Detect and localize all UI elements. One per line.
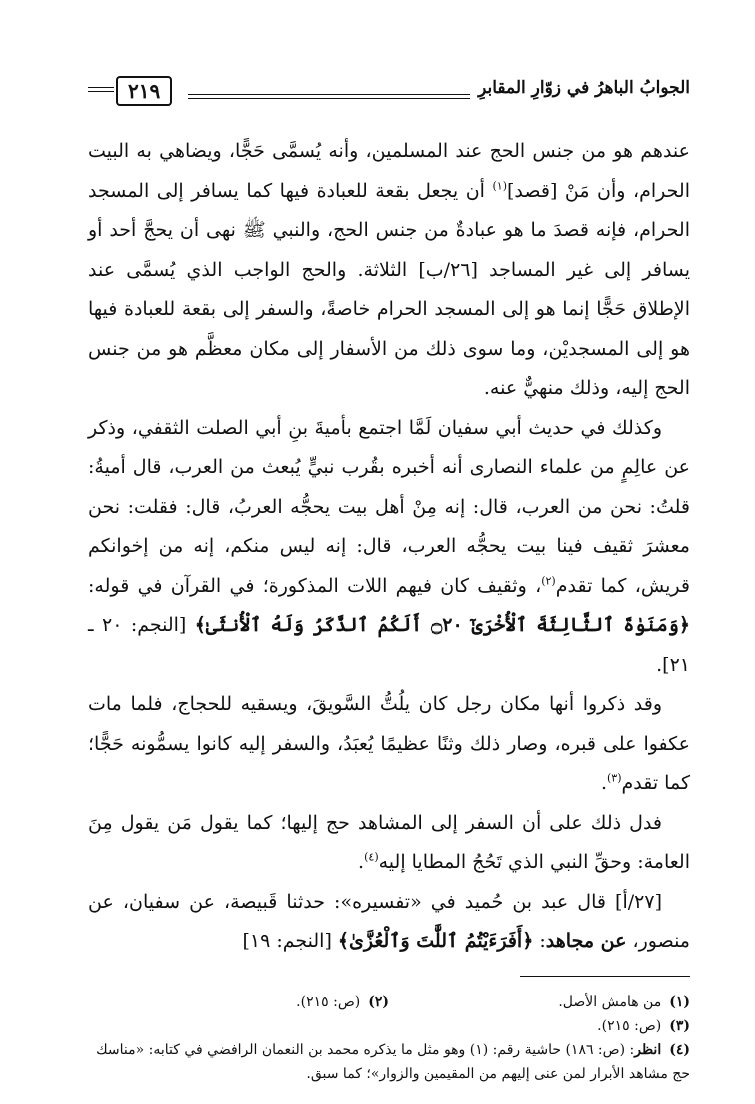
footnote-ref-2: (٢) [541, 574, 556, 588]
footnote-separator [520, 976, 690, 977]
footnote-4-lead: انظر [634, 1042, 662, 1058]
paragraph-4 [88, 804, 690, 883]
paragraph-5 [88, 883, 690, 962]
verse-reference-2: [النجم: ١٩] [242, 930, 338, 952]
main-text [88, 132, 690, 962]
footnote-4 [88, 1038, 690, 1086]
footnotes [88, 990, 690, 1086]
paragraph-5-colon: : [533, 930, 546, 952]
running-title: الجوابُ الباهرُ في زوّارِ المقابرِ [478, 78, 690, 98]
paragraph-1-text: عندهم هو من جنس الحج عند المسلمين، وأنه يُسمَّى حَجًّا، ويضاهي به البيت الحرام، وأن مَنْ [قصد] [88, 140, 690, 202]
paragraph-1 [88, 132, 690, 409]
header-rule [188, 94, 470, 99]
header-rule-end [88, 87, 114, 92]
paragraph-3 [88, 685, 690, 804]
paragraph-4-text: فدل ذلك على أن السفر إلى المشاهد حج إليها؛ كما يقول مَن يقول مِنَ العامة: وحقِّ النبي الذي تَحُجُ المطايا إليه [88, 811, 690, 873]
paragraph-1-rest: أن يجعل بقعة للعبادة فيها كما يسافر إلى المسجد الحرام، فإنه قصدَ ما هو عبادةٌ من جنس الحج، والنبي ﷺ نهى أن يحجَّ أحد أو يسافر إلى غير المساجد [٢٦/ب] الثلاثة. والحج الواجب الذي يُسمَّى عند الإطلاق حَجًّا إنما هو إلى المسجد الحرام خاصةً، والسفر إلى بقعة للعبادة فيها هو إلى المسجديْن، وما سوى ذلك من الأسفار إلى مكان معظَّم هو من جنس الحج إليه، وذلك منهيٌّ عنه. [88, 179, 690, 399]
paragraph-3-end: . [600, 772, 607, 794]
footnote-1 [389, 990, 690, 1014]
paragraph-2-text: وكذلك في حديث أبي سفيان لَمَّا اجتمع بأميةَ بنِ أبي الصلت الثقفي، وذكر عن عالِمٍ من علماء النصارى أنه أخبره بقُرب نبيٍّ يُبعث من العرب، قال أميةُ: قلتُ: نحن من العرب، قال: إنه مِنْ أهل بيت يحجُّه العربُ، قال: فقلت: نحن معشرَ ثقيف فينا بيت يحجُّه العرب، قال: إنه ليس منكم، إنه من إخوانكم قريش، كما تقدم [88, 416, 690, 597]
paragraph-2 [88, 409, 690, 686]
quran-verse-2: ﴿أَفَرَءَيْتُمُ ٱللَّٰتَ وَٱلْعُزَّىٰ﴾ [337, 930, 534, 952]
page-number: ٢١٩ [116, 76, 172, 106]
quran-verse: ﴿وَمَنَوٰةَ ٱلثَّالِثَةَ ٱلْأُخْرَىٰٓ ۝٢٠ أَلَكُمُ ٱلذَّكَرُ وَلَهُ ٱلْأُنثَىٰ﴾ [194, 614, 691, 636]
footnote-1-text: من هامش الأصل. [558, 994, 662, 1010]
footnote-3-text: (ص: ٢١٥). [597, 1018, 662, 1034]
footnote-2-text: (ص: ٢١٥). [296, 994, 361, 1010]
verse-reference: [النجم: ٢٠ ـ ٢١]. [88, 614, 690, 676]
footnote-4-text: : (ص: ١٨٦) حاشية رقم: (١) وهو مثل ما يذكره محمد بن النعمان الرافضي في كتابه: «مناسك حج مشاهد الأبرار لمن عنى إليهم من المقيمين والزوار»؛ كما سبق. [96, 1042, 690, 1082]
footnote-3 [88, 1014, 690, 1038]
paragraph-3-text: وقد ذكروا أنها مكان رجل كان يلُتُّ السَّويقَ، ويسقيه للحجاج، فلما مات عكفوا على قبره، وصار ذلك وثنًا عظيمًا يُعبَدُ، والسفر إليه كانوا يسمُّونه حَجًّا؛ كما تقدم [88, 693, 690, 794]
paragraph-4-end: . [358, 851, 365, 873]
footnote-row-1-2 [88, 990, 690, 1014]
footnote-4-number: (٤) [669, 1042, 690, 1058]
paragraph-2-rest: ، وثقيف كان فيهم اللات المذكورة؛ في القرآن في قوله: [88, 574, 542, 597]
page-header [88, 72, 690, 116]
footnote-2-number: (٢) [368, 994, 389, 1010]
book-page [88, 60, 690, 1080]
footnote-2 [88, 990, 389, 1014]
paragraph-5-text: [٢٧/أ] قال عبد بن حُميد في «تفسيره»: حدثنا قَبيصة، عن سفيان، عن منصور، [88, 890, 690, 952]
footnote-ref-3: (٣) [606, 771, 622, 785]
footnote-3-number: (٣) [669, 1018, 690, 1034]
footnote-1-number: (١) [669, 994, 690, 1010]
footnote-ref-1: (١) [492, 179, 507, 193]
footnote-ref-4: (٤) [364, 850, 379, 864]
narrator-name: عن مجاهد [545, 930, 627, 952]
